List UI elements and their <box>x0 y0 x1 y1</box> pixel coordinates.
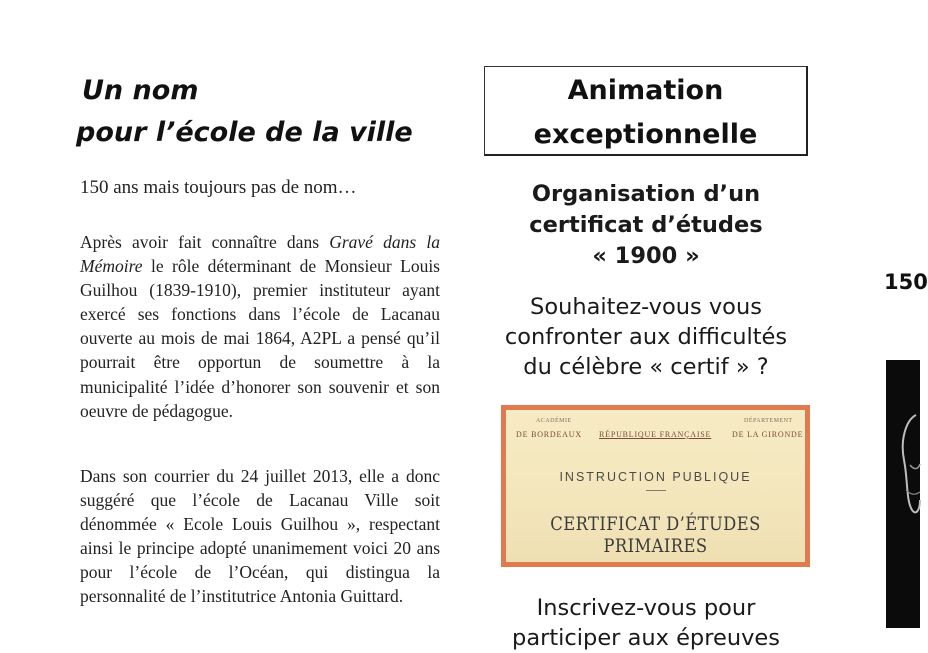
article-title-line1: Un nom <box>82 75 199 106</box>
certificate-departement-label: DÉPARTEMENT <box>744 418 793 424</box>
event-title-line2: exceptionnelle <box>533 119 758 150</box>
certificate-header <box>506 416 805 442</box>
certificate-departement-value: DE LA GIRONDE <box>732 430 804 439</box>
question-line3: du célèbre « certif » ? <box>523 354 769 380</box>
certificate-academie-value: DE BORDEAUX <box>516 430 582 439</box>
event-question <box>484 292 808 382</box>
certificate-title: CERTIFICAT D’ÉTUDES PRIMAIRES <box>550 513 761 557</box>
question-line1: Souhaitez-vous vous <box>530 294 762 320</box>
article-title <box>76 70 456 154</box>
organisation-line3: « 1900 » <box>592 243 700 269</box>
organisation-line1: Organisation d’un <box>531 181 761 207</box>
question-line2: confronter aux difficultés <box>504 324 788 350</box>
organisation-line2: certificat d’études <box>529 212 763 238</box>
registration-line1: Inscrivez-vous pour <box>536 595 756 621</box>
certificate-divider <box>646 490 666 491</box>
event-organisation <box>484 179 808 272</box>
article-paragraph-2: Dans son courrier du 24 juillet 2013, elle a donc suggéré que l’école de Lacanau Ville soit dénommée « Ecole Louis Guilhou », respectant ainsi le principe adopté unanimement voici 20 ans pour l’école de l’Océan, qui distingua la personnalité de l’institutrice Antonia Guittard. <box>80 466 440 607</box>
paragraph-1-text-end: le rôle déterminant de Monsieur Louis Guilhou (1839-1910), premier instituteur ayant exercé ses fonctions dans l’école de Lacanau ouverte au mois de mai 1864, A2PL a pensé qu’il pourrait être opportun de soumettre à la municipalité l’idée d’honorer son souvenir et son oeuvre de pédagogue. <box>80 256 440 421</box>
right-column-number: 150 <box>884 270 928 294</box>
certificate-image <box>501 405 810 567</box>
event-registration <box>484 593 808 653</box>
certificate-academie-label: ACADÉMIE <box>536 418 572 424</box>
book-title: Gravé dans la Mémoire <box>80 232 440 277</box>
article-paragraph-1 <box>80 230 440 423</box>
registration-line2: participer aux épreuves <box>512 625 780 651</box>
certificate-paper <box>506 410 805 562</box>
right-column-photo <box>886 360 920 628</box>
event-title-box <box>484 66 808 156</box>
paragraph-1-text-start: Après avoir fait connaître dans <box>80 232 330 252</box>
article-title-line2: pour l’école de la ville <box>76 117 413 148</box>
article-intro: 150 ans mais toujours pas de nom… <box>80 177 357 198</box>
portrait-sketch-icon <box>886 360 920 628</box>
certificate-instruction: INSTRUCTION PUBLIQUE <box>559 470 752 484</box>
event-title-line1: Animation <box>567 75 724 106</box>
certificate-republique: RÉPUBLIQUE FRANÇAISE <box>599 430 712 439</box>
